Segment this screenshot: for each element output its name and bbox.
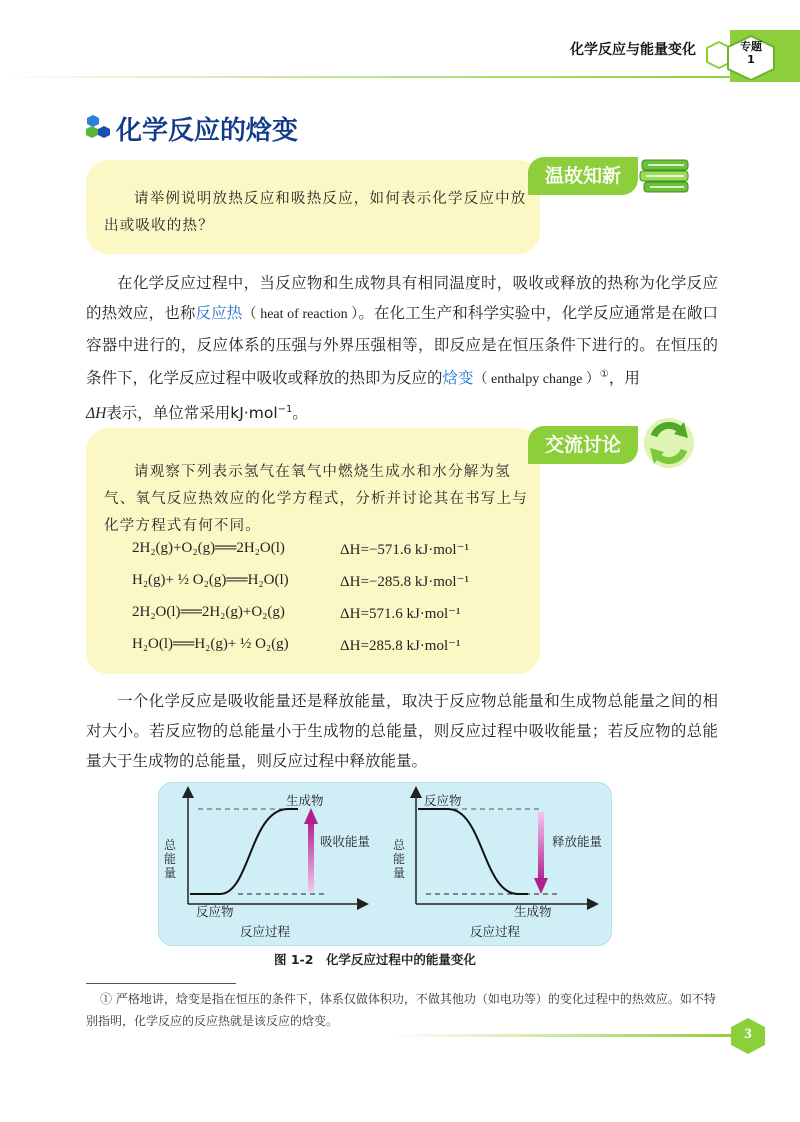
- footnote-rule: [86, 983, 236, 984]
- equation-1-dh: ΔH=−571.6 kJ·mol⁻¹: [340, 542, 469, 558]
- page-number-rule: [390, 1034, 740, 1037]
- term-enthalpy-change: 焓变: [442, 369, 474, 388]
- discussion-tag: 交流讨论: [528, 426, 638, 464]
- paragraph-energy-comparison: 一个化学反应是吸收能量还是释放能量，取决于反应物总能量和生成物总能量之间的相对大小。若反应物的总能量小于生成物的总能量，则反应过程中吸收能量；若反应物的总能量大于生成物的总能量，则反应过程中释放能量。: [86, 692, 718, 770]
- left-absorb-arrow: [308, 820, 314, 892]
- figure-caption: 图 1-2 化学反应过程中的能量变化: [274, 952, 476, 967]
- page-number: 3: [744, 1026, 752, 1042]
- review-tag: 温故知新: [528, 157, 638, 195]
- equation-3-dh: ΔH=571.6 kJ·mol⁻¹: [340, 606, 461, 622]
- right-energy-curve: [418, 809, 528, 894]
- equation-4-dh: ΔH=285.8 kJ·mol⁻¹: [340, 638, 461, 654]
- equation-3-lhs: 2H₂O(l)══2H₂(g)+O₂(g): [132, 604, 285, 620]
- section-title: 化学反应的焓变: [116, 116, 299, 146]
- discussion-text: 请观察下列表示氢气在氧气中燃烧生成水和水分解为氢气、氧气反应热效应的化学方程式，分析并讨论其在书写上与化学方程式有何不同。: [104, 464, 528, 534]
- left-y-label: 总能量: [164, 838, 177, 880]
- paragraph-enthalpy: 在化学反应过程中，当反应物和生成物具有相同温度时，吸收或释放的热称为化学反应的热效应，也称反应热（ heat of reaction ）。在化工生产和科学实验中，化学反应通常是在敞口容器中进行的，反应体系的压强与外界压强相等，即反应是在恒压条件下进行的。在恒压的条件下，化学反应过程中吸收或释放的热即为反应的焓变（ enthalpy change ）①，用 ΔH表示，单位常采用kJ·mol$^{-1}$。: [86, 274, 718, 423]
- right-arrow-label: 释放能量: [552, 834, 603, 849]
- equation-1-lhs: 2H₂(g)+O₂(g)══2H₂O(l): [132, 540, 285, 556]
- left-start-label: 反应物: [196, 904, 234, 919]
- equation-4-lhs: H₂O(l)══H₂(g)+ ½ O₂(g): [132, 636, 289, 652]
- right-y-label: 总能量: [393, 838, 406, 880]
- recycle-arrows-icon: [640, 414, 698, 472]
- header-rule: [0, 76, 740, 78]
- review-text: 请举例说明放热反应和吸热反应，如何表示化学反应中放出或吸收的热？: [104, 191, 527, 234]
- chapter-tag-label: 专题 1: [740, 40, 762, 66]
- cubes-icon: [84, 114, 112, 138]
- footnote-text: ① 严格地讲，焓变是指在恒压的条件下，体系仅做体积功，不做其他功（如电功等）的变化过程中的热效应。如不特别指明，化学反应的反应热就是该反应的焓变。: [86, 992, 716, 1028]
- chapter-title: 化学反应与能量变化: [570, 42, 696, 58]
- right-start-label: 反应物: [424, 793, 462, 808]
- right-x-label: 反应过程: [470, 924, 521, 939]
- equation-2-lhs: H₂(g)+ ½ O₂(g)══H₂O(l): [132, 572, 289, 588]
- term-heat-of-reaction: 反应热: [195, 304, 243, 322]
- right-release-arrow: [538, 812, 544, 882]
- left-x-label: 反应过程: [240, 924, 291, 939]
- left-end-label: 生成物: [286, 793, 324, 808]
- books-icon: [636, 150, 696, 200]
- footnote-mark: ①: [599, 369, 609, 380]
- equation-2-dh: ΔH=−285.8 kJ·mol⁻¹: [340, 574, 469, 590]
- left-arrow-label: 吸收能量: [320, 834, 371, 849]
- right-end-label: 生成物: [514, 904, 552, 919]
